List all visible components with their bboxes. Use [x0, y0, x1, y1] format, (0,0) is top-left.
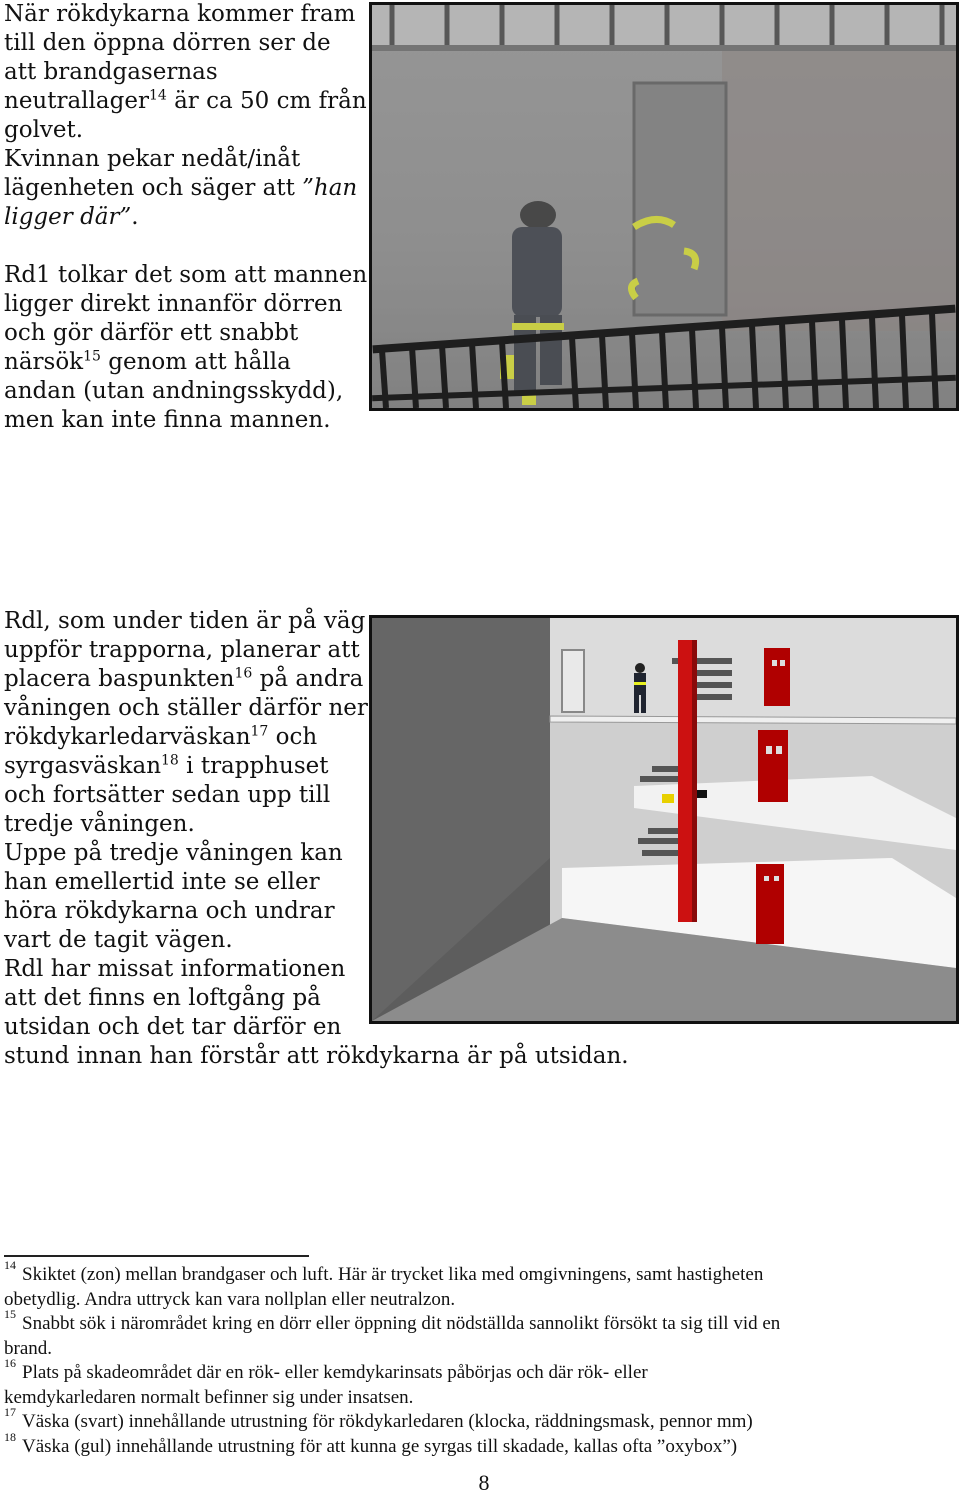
text-line: att det finns en loftgång på: [4, 985, 321, 1011]
text-line: ligger där”.: [4, 204, 139, 230]
footnote-18: $^{18}$ Väska (gul) innehållande utrustning för att kunna ge syrgas till skadade, kallas ofta ”oxybox”): [4, 1429, 738, 1457]
footnotes: [4, 1255, 956, 1459]
text-line: neutrallager$^{14}$ är ca 50 cm från: [4, 87, 367, 114]
footnote-separator: [4, 1255, 309, 1257]
text-line: lägenheten och säger att ”han: [4, 175, 358, 201]
paragraph-smoke-layer: [4, 0, 367, 232]
footnote-number: 17: [4, 1405, 16, 1419]
text-line: placera baspunkten$^{16}$ på andra: [4, 665, 364, 692]
text-line: han emellertid inte se eller: [4, 869, 320, 895]
text-line: men kan inte finna mannen.: [4, 407, 331, 433]
figure-stairwell: [369, 615, 959, 1024]
text-line: andan (utan andningsskydd),: [4, 378, 344, 404]
footnote-17: $^{17}$ Väska (svart) innehållande utrustning för rökdykarledaren (klocka, räddningsmask, pennor mm): [4, 1405, 753, 1432]
text-line: våningen och ställer därför ner: [4, 695, 368, 721]
footnote-ref-18[interactable]: 18: [161, 752, 179, 769]
text-line: tredje våningen.: [4, 811, 195, 837]
text-line: stund innan han förstår att rökdykarna är på utsidan.: [4, 1043, 629, 1069]
text-line: syrgasväskan$^{18}$ i trapphuset: [4, 752, 329, 779]
oxybox-bag: [662, 794, 674, 803]
footnote-ref-16[interactable]: 16: [234, 665, 253, 682]
footnote-number: 18: [4, 1429, 16, 1444]
smoke-scene-illustration: [372, 5, 956, 408]
footnote-16: $^{16}$ Plats på skadeområdet där en rök- eller kemdykarinsats påbörjas och där rök- eller kemdykarledaren normalt befinner sig under insatsen.: [4, 1356, 648, 1408]
text-line: När rökdykarna kommer fram: [4, 1, 356, 27]
footnote-number: 16: [4, 1356, 16, 1370]
footnote-ref-15[interactable]: 15: [83, 348, 101, 365]
text-line: och fortsätter sedan upp till: [4, 782, 331, 808]
footnote-number: 15: [4, 1307, 16, 1321]
text-line: golvet.: [4, 117, 84, 143]
text-line: rökdykarledarväskan$^{17}$ och: [4, 723, 318, 750]
text-line: Kvinnan pekar nedåt/inåt: [4, 146, 301, 172]
text-line: närsök$^{15}$ genom att hålla: [4, 348, 291, 375]
text-line: Rdl har missat informationen: [4, 956, 346, 982]
footnote-ref-14[interactable]: 14: [148, 87, 167, 104]
text-line: vart de tagit vägen.: [4, 927, 233, 953]
text-line: Rdl, som under tiden är på väg: [4, 608, 366, 634]
stairwell-illustration: [372, 618, 956, 1021]
text-line: höra rökdykarna och undrar: [4, 898, 335, 924]
paragraph-quick-search: [4, 261, 367, 435]
footnote-ref-17[interactable]: 17: [250, 723, 269, 740]
text-line: Uppe på tredje våningen kan: [4, 840, 343, 866]
text-line: ligger direkt innanför dörren: [4, 291, 343, 317]
text-line: att brandgasernas: [4, 59, 218, 85]
footnote-15: $^{15}$ Snabbt sök i närområdet kring en dörr eller öppning dit nödställda sannolikt försökt ta sig till vid en brand.: [4, 1307, 781, 1359]
text-line: Rd1 tolkar det som att mannen: [4, 262, 368, 288]
text-line: och gör därför ett snabbt: [4, 320, 299, 346]
text-line: uppför trapporna, planerar att: [4, 637, 360, 663]
footnote-number: 14: [4, 1258, 16, 1272]
page-number: 8: [478, 1470, 490, 1495]
figure-smoke-balcony: [369, 2, 959, 411]
footnote-14: $^{14}$ Skiktet (zon) mellan brandgaser och luft. Här är trycket lika med omgivningens, samt hastigheten obetydlig. Andra uttryck kan vara nollplan eller neutralzon.: [4, 1258, 764, 1310]
text-line: till den öppna dörren ser de: [4, 30, 331, 56]
text-line: utsidan och det tar därför en: [4, 1014, 342, 1040]
